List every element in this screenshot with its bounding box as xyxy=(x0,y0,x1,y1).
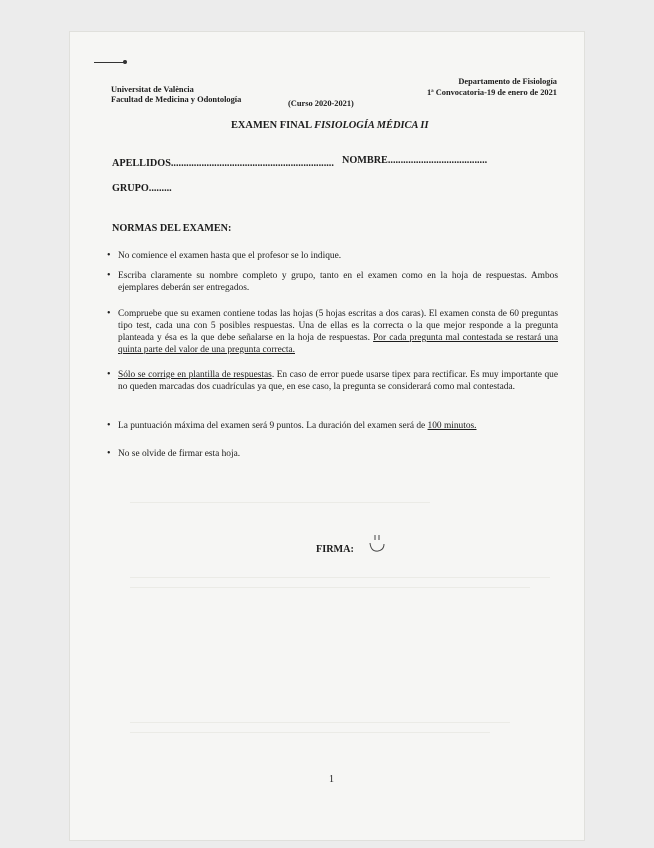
rule-5 xyxy=(118,420,558,432)
bleed-through-line xyxy=(130,722,510,723)
exam-call: 1ª Convocatoria-19 de enero de 2021 xyxy=(426,88,557,97)
university-name: Universitat de València xyxy=(111,85,194,94)
signature-mark xyxy=(366,532,390,556)
exam-page xyxy=(70,32,584,840)
pen-mark xyxy=(94,62,124,63)
bleed-through-line xyxy=(130,587,530,588)
rule-1: • No comience el examen hasta que el profesor se lo indique. xyxy=(118,250,558,262)
rule-3 xyxy=(118,308,558,356)
rule-6: • No se olvide de firmar esta hoja. xyxy=(118,448,558,460)
exam-title-subject: FISIOLOGÍA MÉDICA II xyxy=(314,120,429,131)
bleed-through-line xyxy=(130,732,490,733)
rule-4 xyxy=(118,369,558,393)
exam-title-prefix: EXAMEN FINAL xyxy=(231,120,312,131)
apellidos-field[interactable]: APELLIDOS................................................................ xyxy=(112,158,334,169)
bleed-through-line xyxy=(130,502,430,503)
rule-3-penalty: Por cada pregunta mal contestada se restará una quinta parte del valor de una pregunta correcta. xyxy=(118,333,559,355)
rule-4-text: . En caso de error puede usarse tipex para rectificar. Es muy importante que no queden marcadas dos cuadrículas ya que, en ese caso, la pregunta se considerará como mal contestada. xyxy=(118,370,558,392)
rules-heading: NORMAS DEL EXAMEN: xyxy=(112,223,232,234)
rule-5-duration: 100 minutos. xyxy=(427,421,477,431)
rule-2: • Escriba claramente su nombre completo y grupo, tanto en el examen como en la hoja de respuestas. Ambos ejemplares deberán ser entregados. xyxy=(118,270,558,294)
rule-4-template: Sólo se corrige en plantilla de respuestas xyxy=(118,370,272,380)
bleed-through-line xyxy=(130,577,550,578)
firma-label: FIRMA: xyxy=(316,544,354,555)
exam-title xyxy=(231,120,429,131)
faculty-name: Facultad de Medicina y Odontología xyxy=(111,95,242,104)
rule-3-text: Compruebe que su examen contiene todas las hojas (5 hojas escritas a dos caras). El examen consta de 60 preguntas tipo test, cada una con 5 posibles respuestas. Una de ellas es la correcta o la que mejor responde a la pregunta planteada y ésa es la que debe señalarse en la hoja de respuestas. xyxy=(118,309,558,343)
department-name: Departamento de Fisiología xyxy=(458,77,557,86)
grupo-field[interactable]: GRUPO......... xyxy=(112,183,172,194)
nombre-field[interactable]: NOMBRE....................................... xyxy=(342,155,488,166)
page-number: 1 xyxy=(329,774,334,785)
course-year: (Curso 2020-2021) xyxy=(288,99,354,108)
rule-5-text: La puntuación máxima del examen será 9 puntos. La duración del examen será de xyxy=(118,421,428,431)
